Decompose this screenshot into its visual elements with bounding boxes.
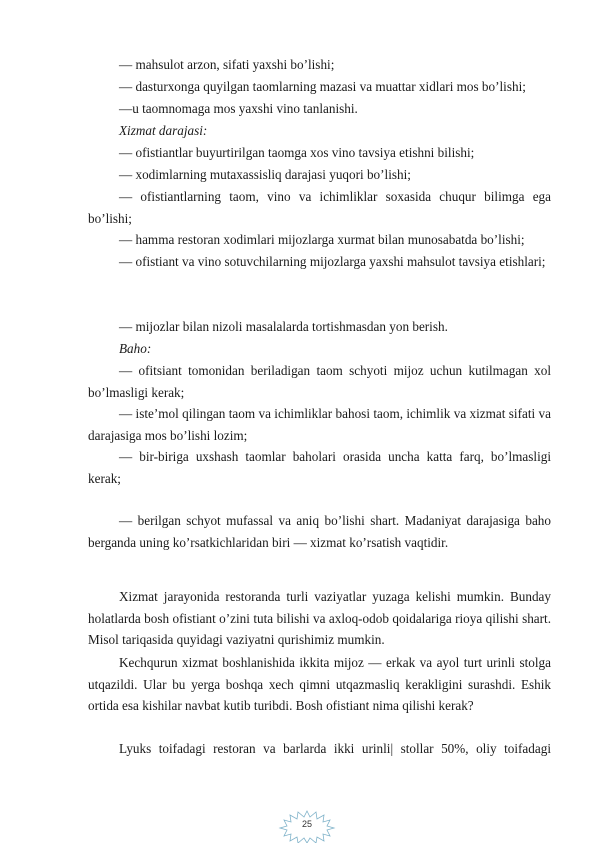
bullet-aroma: — dasturxonga quyilgan taomlarning mazasi va muattar xidlari mos bo’lishi; bbox=[119, 79, 526, 94]
paragraph-example: Kechqurun xizmat boshlanishida ikkita mijoz — erkak va ayol turt urinli stolga utqazildi. Ular bu yerga boshqa xech qimni utqazmasliq kerakligini surashdi. Eshik ortida esa kishilar navbat kutib turibdi. Bosh ofistiant nima qilishi kerak? bbox=[88, 655, 551, 714]
bullet-price-quality: — iste’mol qilingan taom va ichimliklar bahosi taom, ichimlik va xizmat sifati va darajasiga mos bo’lishi lozim; bbox=[88, 406, 551, 443]
bullet-staff-qualification: — xodimlarning mutaxassisliq darajasi yuqori bo’lishi; bbox=[119, 167, 411, 182]
heading-service-level: Xizmat darajasi: bbox=[119, 123, 208, 138]
paragraph-situations: Xizmat jarayonida restoranda turli vaziyatlar yuzaga kelishi mumkin. Bunday holatlarda bosh ofistiant o’zini tuta bilishi va axloq-odob qoidalariga rioya qilishi shart. Misol tariqasida quyidagi vaziyatni qurishimiz mumkin. bbox=[88, 589, 551, 648]
bullet-knowledge: — ofistiantlarning taom, vino va ichimliklar soxasida chuqur bilimga ega bo’lishi; bbox=[88, 189, 551, 226]
bullet-respect: — hamma restoran xodimlari mijozlarga xurmat bilan munosabatda bo’lishi; bbox=[119, 232, 525, 247]
heading-price: Baho: bbox=[119, 341, 152, 356]
bullet-recommend-product: — ofistiant va vino sotuvchilarning mijozlarga yaxshi mahsulot tavsiya etishlari; bbox=[119, 254, 546, 269]
bullet-bill-detail: — berilgan schyot mufassal va aniq bo’lishi shart. Madaniyat darajasiga baho berganda uning ko’rsatkichlaridan biri — xizmat ko’rsatish vaqtidir. bbox=[88, 513, 551, 550]
bullet-cheap-product: — mahsulot arzon, sifati yaxshi bo’lishi; bbox=[119, 57, 335, 72]
bullet-bill-surprise: — ofitsiant tomonidan beriladigan taom schyoti mijoz uchun kutilmagan xol bo’lmasligi kerak; bbox=[88, 363, 551, 400]
bullet-price-difference: — bir-biriga uxshash taomlar baholari orasida uncha katta farq, bo’lmasligi kerak; bbox=[88, 449, 551, 486]
bullet-wine-choice: —u taomnomaga mos yaxshi vino tanlanishi. bbox=[119, 101, 358, 116]
bullet-wine-recommend: — ofistiantlar buyurtirilgan taomga xos vino tavsiya etishni bilishi; bbox=[119, 145, 475, 160]
page-number-badge bbox=[272, 809, 342, 843]
bullet-dispute: — mijozlar bilan nizoli masalalarda tortishmasdan yon berish. bbox=[119, 319, 448, 334]
paragraph-lux-category: Lyuks toifadagi restoran va barlarda ikki urinli| stollar 50%, oliy toifadagi bbox=[119, 741, 551, 756]
page-number: 25 bbox=[301, 819, 312, 829]
